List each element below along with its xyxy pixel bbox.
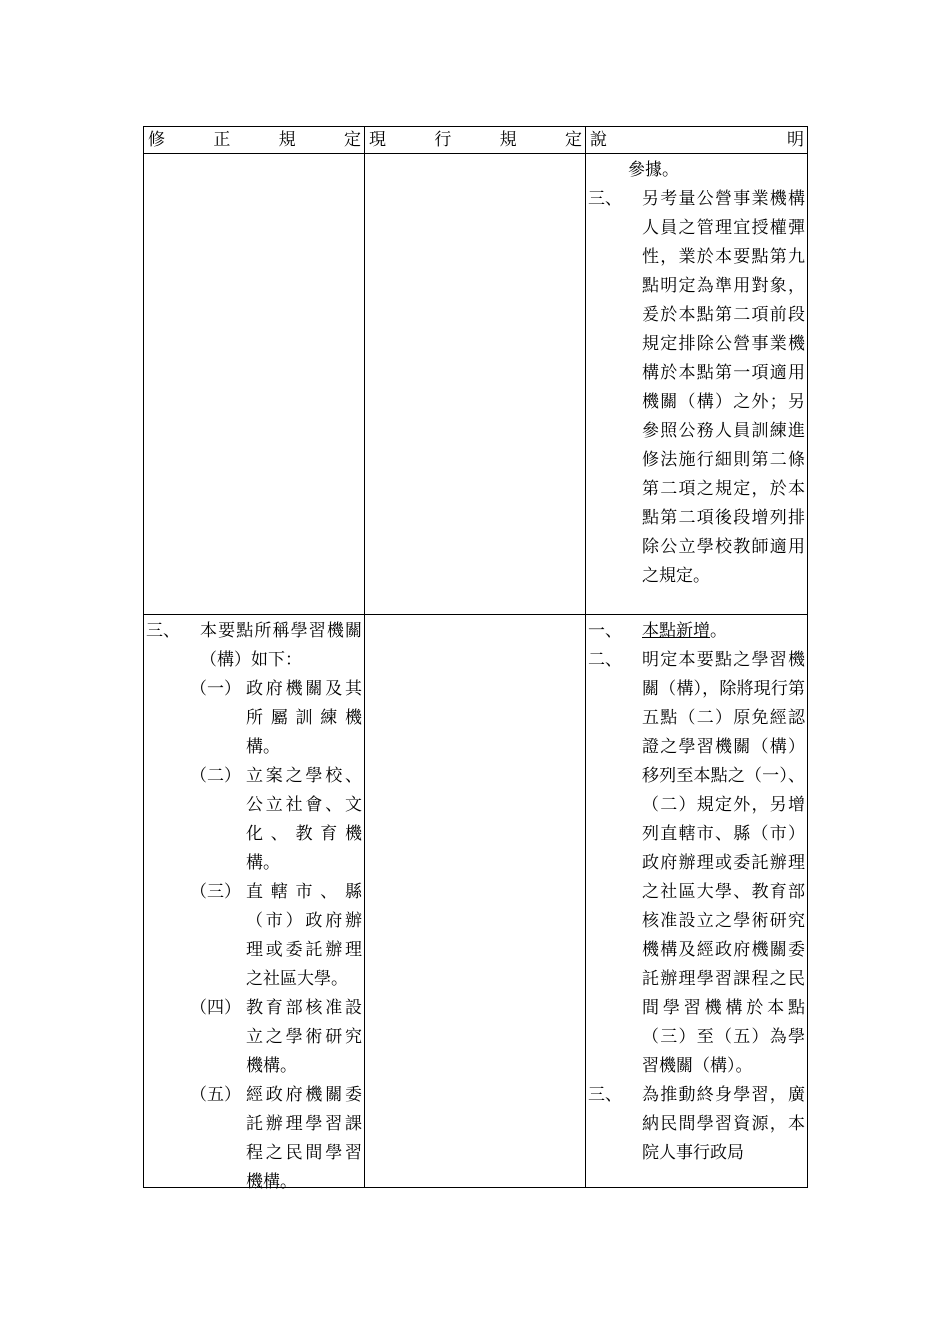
list-item [588,646,805,1081]
sub-item [146,762,362,878]
sub-item-number: （三） [190,882,241,902]
sub-item-number: （五） [190,1085,241,1105]
header-char: 行 [434,130,452,150]
header-char: 規 [278,130,296,150]
current-cell [365,154,586,615]
point-number: 三、 [146,621,180,641]
item-text: 另考量公營事業機構人員之管理宜授權彈性，業於本要點第九點明定為準用對象，爰於本點第二項前段規定排除公營事業機構於本點第一項適用機關（構）之外；另參照公務人員訓練進修法施行細則第二條第二項之規定，於本點第二項後段增列排除公立學校教師適用之規定。 [642,189,805,586]
sub-item-text: 政府機關及其所屬訓練機構。 [246,679,362,757]
item-number: 三、 [588,189,622,209]
sub-item-text: 直轄市、縣（市）政府辦理或委託辦理之社區大學。 [246,882,362,989]
table-header-row [144,127,808,154]
header-char: 說 [590,130,607,150]
item-number: 二、 [588,650,622,670]
header-explanation [586,127,808,154]
explanation-cell [586,615,808,1188]
header-char: 明 [787,130,804,150]
revised-cell [144,154,365,615]
sub-item-number: （四） [190,998,241,1018]
item-text: 明定本要點之學習機關（構），除將現行第五點（二）原免經認證之學習機關（構）移列至本點之（一）、（二）規定外，另增列直轄市、縣（市）政府辦理或委託辦理之社區大學、教育部核准設立之學術研究機構及經政府機關委託辦理學習課程之民間學習機構於本點（三）至（五）為學習機關（構）。 [642,650,805,1076]
sub-item [146,878,362,994]
provision-point [146,617,362,675]
header-revised-provisions [144,127,365,154]
table-row [144,615,808,1188]
table-row [144,154,808,615]
item-text [642,617,805,646]
sub-item [146,994,362,1081]
item-number: 一、 [588,621,622,641]
sub-item-number: （二） [190,766,241,786]
header-current-provisions [365,127,586,154]
list-item [588,185,805,591]
revised-cell [144,615,365,1192]
explanation-cell [586,154,808,615]
item-suffix: 。 [710,621,727,641]
sub-item-text: 教育部核准設立之學術研究機構。 [246,998,362,1076]
sub-item [146,675,362,762]
current-cell [365,615,586,1188]
sub-item-text: 經政府機關委託辦理學習課程之民間學習機構。 [246,1085,362,1192]
list-item [588,617,805,646]
point-text: 本要點所稱學習機關（構）如下： [200,621,362,670]
list-item [588,1081,805,1168]
header-char: 修 [148,130,165,150]
sub-item-number: （一） [190,679,241,699]
sub-item-text: 立案之學校、公立社會、文化、教育機構。 [246,766,362,873]
continued-text: 參據。 [628,160,679,180]
header-char: 現 [369,130,386,150]
header-char: 定 [343,130,361,150]
item-number: 三、 [588,1085,622,1105]
new-point-note: 本點新增 [642,621,710,641]
header-char: 定 [564,130,582,150]
header-char: 規 [499,130,517,150]
comparison-table [143,126,808,1192]
sub-item [146,1081,362,1197]
item-text: 為推動終身學習，廣納民間學習資源，本院人事行政局 [642,1085,805,1163]
header-char: 正 [213,130,231,150]
